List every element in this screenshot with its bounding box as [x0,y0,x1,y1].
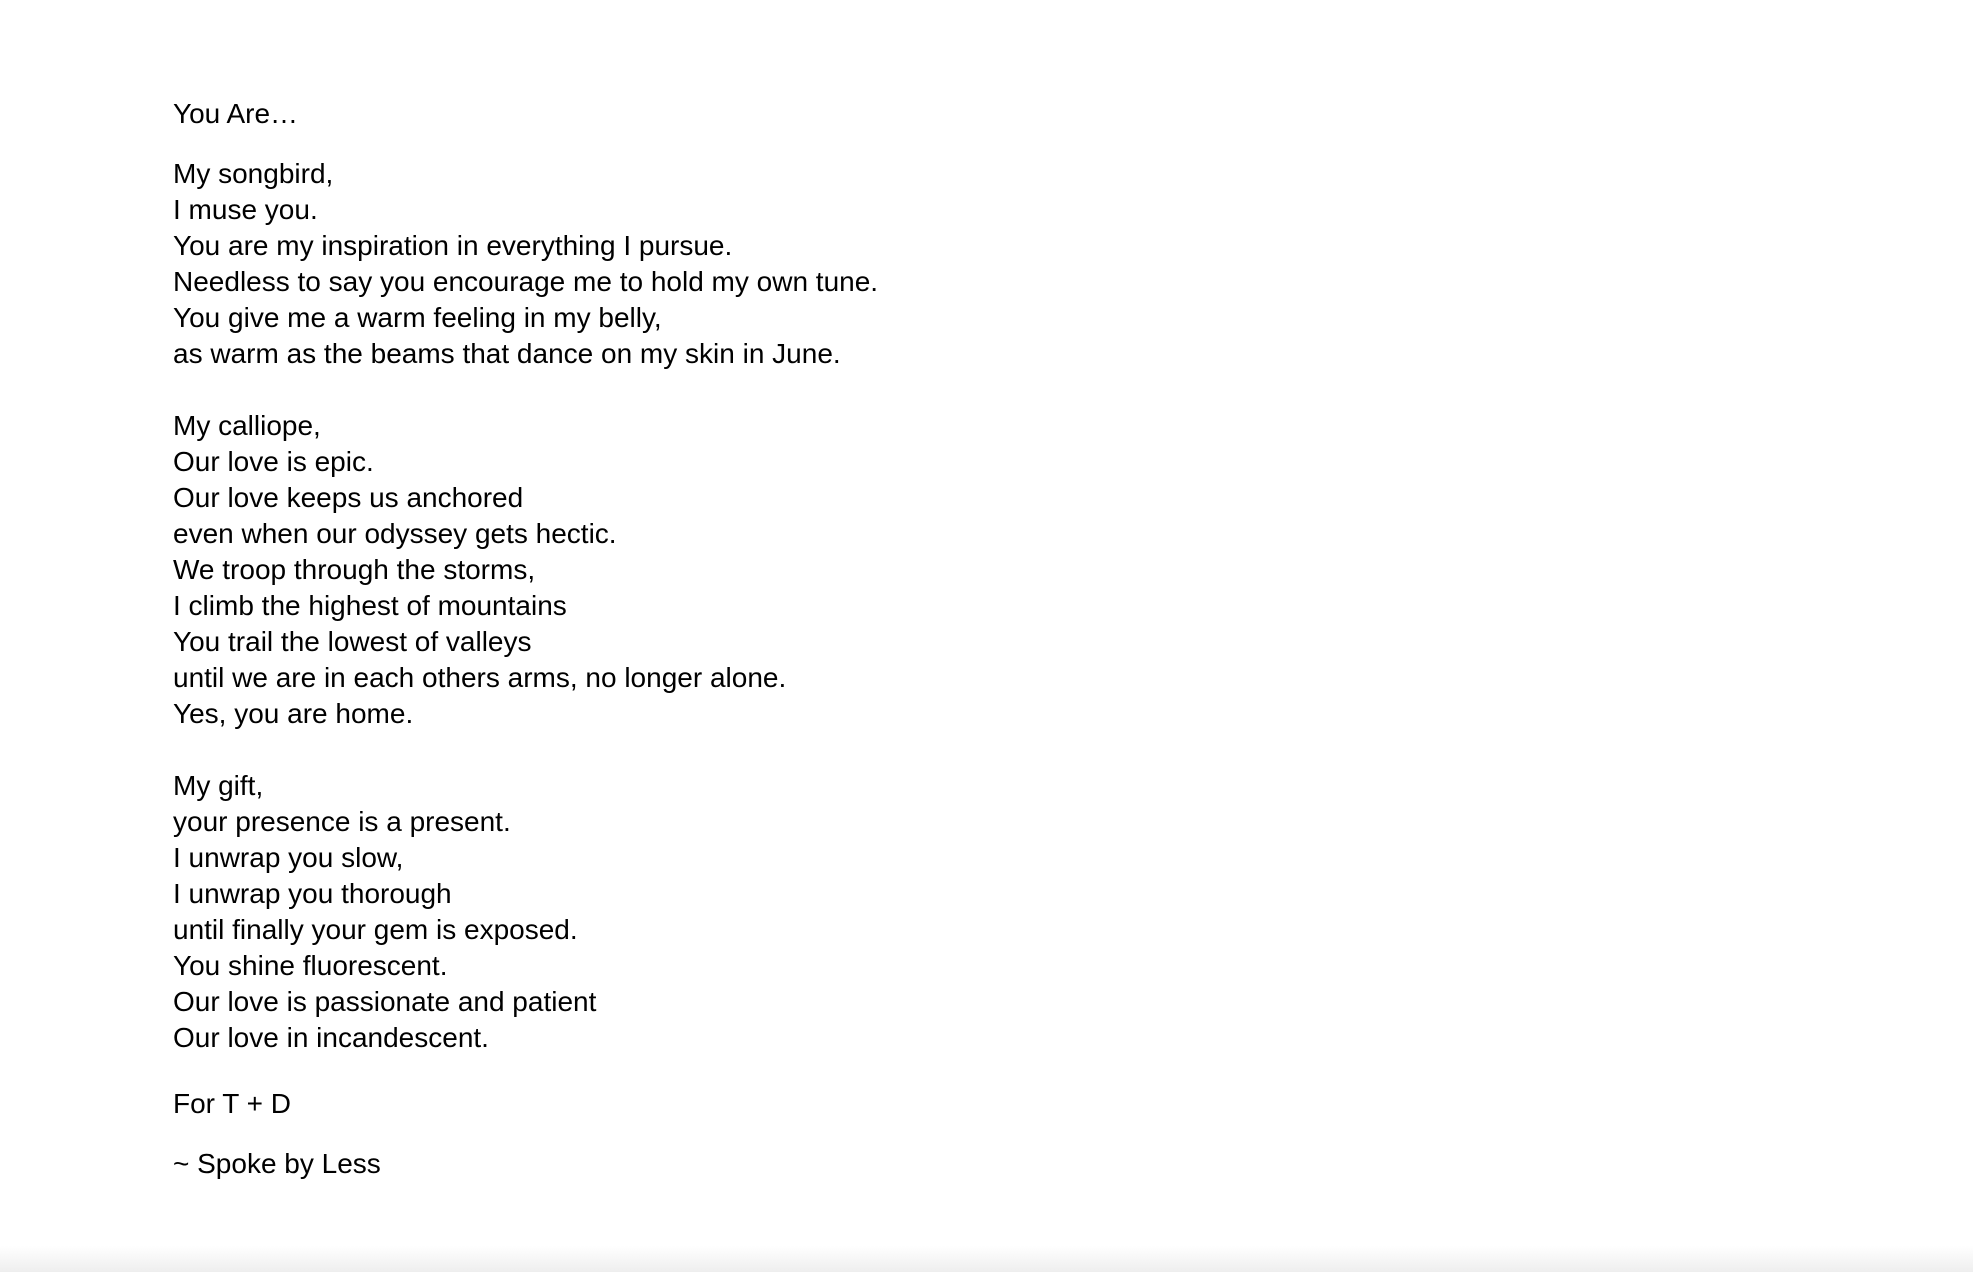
stanza-1 [173,156,1673,372]
poem-line: Our love in incandescent. [173,1022,489,1053]
poem-document [173,96,1673,1182]
poem-line: I unwrap you slow, [173,842,404,873]
poem-line: I muse you. [173,194,318,225]
poem-line: I unwrap you thorough [173,878,452,909]
stanza-2 [173,408,1673,732]
stanza-3 [173,768,1673,1056]
poem-title: You Are… [173,98,299,129]
poem-line: My calliope, [173,410,321,441]
poem-line: Our love is passionate and patient [173,986,597,1017]
poem-line: You are my inspiration in everything I pursue. [173,230,733,261]
poem-line: You trail the lowest of valleys [173,626,532,657]
poem-line: your presence is a present. [173,806,511,837]
poem-line: My gift, [173,770,264,801]
poem-line: as warm as the beams that dance on my skin in June. [173,338,841,369]
poem-line: until we are in each others arms, no longer alone. [173,662,787,693]
poem-line: You shine fluorescent. [173,950,448,981]
poem-signature: ~ Spoke by Less [173,1148,381,1179]
poem-line: until finally your gem is exposed. [173,914,578,945]
poem-dedication: For T + D [173,1088,292,1119]
poem-line: My songbird, [173,158,334,189]
poem-line: We troop through the storms, [173,554,536,585]
poem-line: Yes, you are home. [173,698,414,729]
poem-line: Our love is epic. [173,446,374,477]
window-bottom-edge [0,1246,1973,1272]
poem-line: You give me a warm feeling in my belly, [173,302,662,333]
poem-line: I climb the highest of mountains [173,590,567,621]
poem-line: Needless to say you encourage me to hold my own tune. [173,266,879,297]
poem-line: even when our odyssey gets hectic. [173,518,617,549]
poem-line: Our love keeps us anchored [173,482,524,513]
